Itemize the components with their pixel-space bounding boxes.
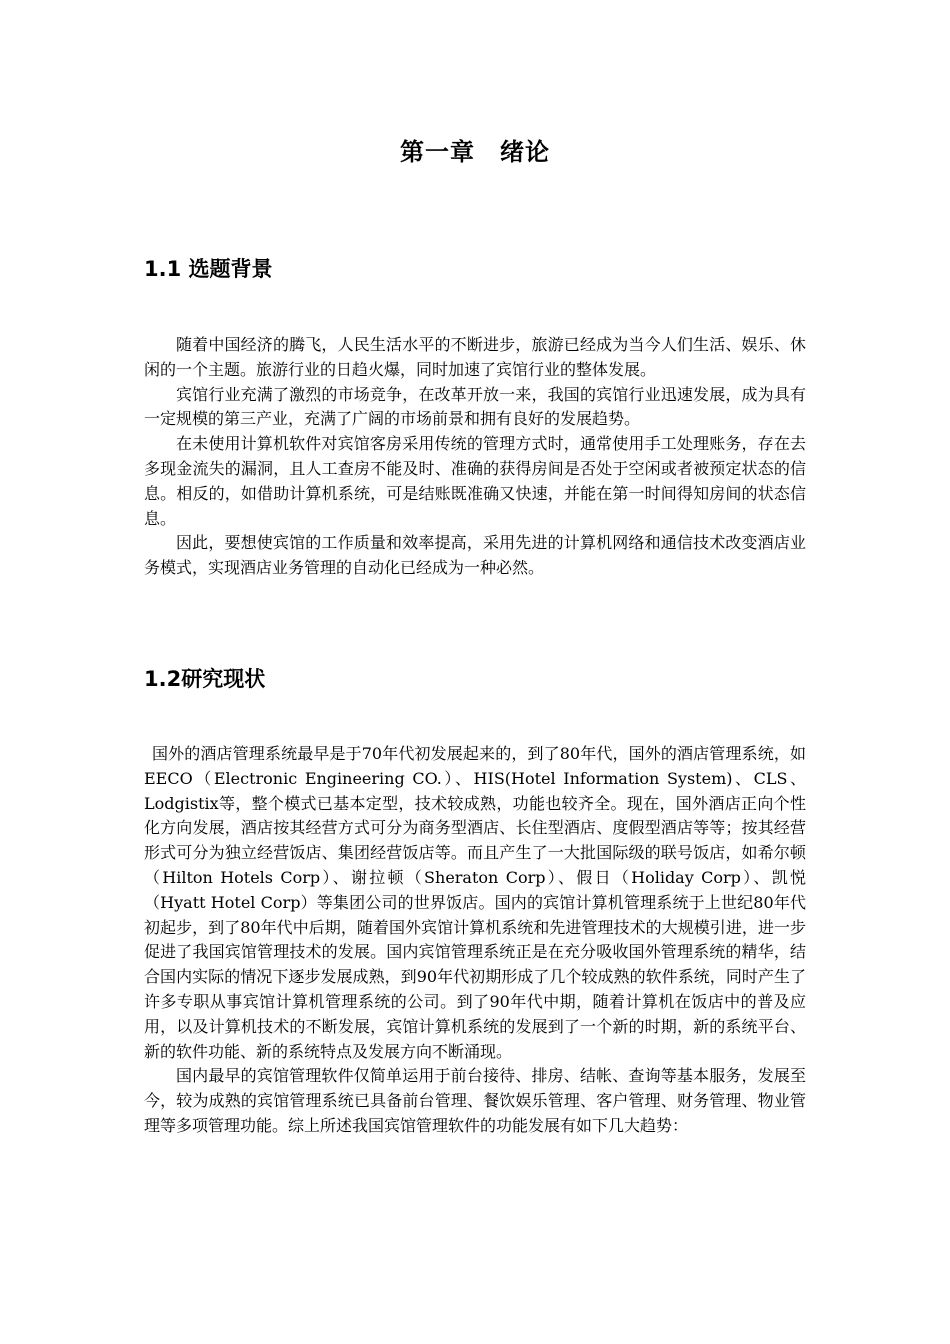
paragraph: 因此，要想使宾馆的工作质量和效率提高，采用先进的计算机网络和通信技术改变酒店业务模式，实现酒店业务管理的自动化已经成为一种必然。 [144,533,806,578]
paragraph: 国内最早的宾馆管理软件仅简单运用于前台接待、排房、结帐、查询等基本服务，发展至今，较为成熟的宾馆管理系统已具备前台管理、餐饮娱乐管理、客户管理、财务管理、物业管理等多项管理功能。综上所述我国宾馆管理软件的功能发展有如下几大趋势： [144,1066,806,1135]
paragraph: 在未使用计算机软件对宾馆客房采用传统的管理方式时，通常使用手工处理账务，存在去多现金流失的漏洞，且人工查房不能及时、准确的获得房间是否处于空闲或者被预定状态的信息。相反的，如借助计算机系统，可是结账既准确又快速，并能在第一时间得知房间的状态信息。 [144,434,806,528]
paragraph: 随着中国经济的腾飞，人民生活水平的不断进步，旅游已经成为当今人们生活、娱乐、休闲的一个主题。旅游行业的日趋火爆，同时加速了宾馆行业的整体发展。 [144,335,806,379]
chapter-title: 第一章 绪论 [400,138,550,166]
section-body-1-1 [144,333,806,581]
paragraph: 国外的酒店管理系统最早是于70年代初发展起来的，到了80年代，国外的酒店管理系统，如EECO（Electronic Engineering CO.）、HIS(Hotel Information System)、CLS、Lodgistix等，整个模式已基本定型，技术较成熟，功能也较齐全。现在，国外酒店正向个性化方向发展，酒店按其经营方式可分为商务型酒店、长住型酒店、度假型酒店等等；按其经营形式可分为独立经营饭店、集团经营饭店等。而且产生了一大批国际级的联号饭店，如希尔顿（Hilton Hotels Corp）、谢拉顿（Sheraton Corp）、假日（Holiday Corp）、凯悦（Hyatt Hotel Corp）等集团公司的世界饭店。国内的宾馆计算机管理系统于上世纪80年代初起步，到了80年代中后期，随着国外宾馆计算机系统和先进管理技术的大规模引进，进一步促进了我国宾馆管理技术的发展。国内宾馆管理系统正是在充分吸收国外管理系统的精华，结合国内实际的情况下逐步发展成熟，到90年代初期形成了几个较成熟的软件系统，同时产生了许多专职从事宾馆计算机管理系统的公司。到了90年代中期，随着计算机在饭店中的普及应用，以及计算机技术的不断发展，宾馆计算机系统的发展到了一个新的时期，新的系统平台、新的软件功能、新的系统特点及发展方向不断涌现。 [144,744,806,1061]
section-heading-1-2: 1.2研究现状 [144,667,266,691]
paragraph: 宾馆行业充满了激烈的市场竞争，在改革开放一来，我国的宾馆行业迅速发展，成为具有一定规模的第三产业，充满了广阔的市场前景和拥有良好的发展趋势。 [144,384,806,429]
section-body-1-2 [144,742,806,1139]
section-heading-1-1: 1.1 选题背景 [144,257,273,281]
